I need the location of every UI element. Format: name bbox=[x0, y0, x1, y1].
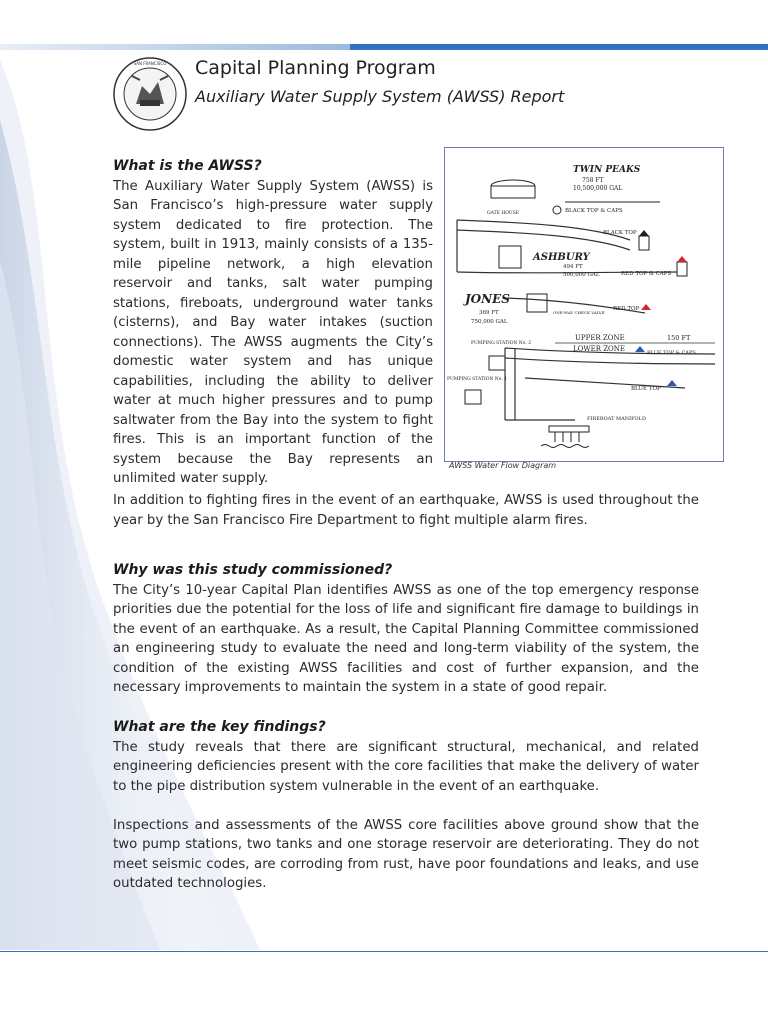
city-seal-logo bbox=[112, 56, 188, 132]
diagram-svg bbox=[445, 148, 723, 461]
label-check-valve: ONE-WAY CHECK VALVE bbox=[553, 310, 605, 315]
label-blue-top: BLUE TOP bbox=[631, 386, 661, 392]
label-twin-peaks-gal: 10,500,000 GAL bbox=[573, 185, 623, 192]
label-lower-zone: LOWER ZONE bbox=[573, 345, 626, 353]
section-findings bbox=[113, 718, 699, 894]
label-jones-gal: 750,000 GAL bbox=[471, 319, 508, 325]
label-pumping-2: PUMPING STATION No. 2 bbox=[471, 341, 532, 346]
label-upper-zone: UPPER ZONE bbox=[575, 334, 625, 342]
section-what-heading: What is the AWSS? bbox=[113, 158, 262, 174]
label-jones: JONES bbox=[465, 292, 510, 306]
section-why-heading: Why was this study commissioned? bbox=[113, 562, 393, 578]
section-findings-heading: What are the key findings? bbox=[113, 719, 326, 735]
label-twin-peaks: TWIN PEAKS bbox=[573, 165, 641, 175]
label-jones-ft: 369 FT bbox=[479, 310, 499, 316]
section-why-body: The City’s 10-year Capital Plan identifies AWSS as one of the top emergency response priorities due the potential for the loss of life and significant fire damage to buildings in the event of an earthquake. As a result, the Capital Planning Committee commissioned an engineering study to evaluate the need and long-term viability of the system, the condition of the existing AWSS facilities and cost of further expansion, and the necessary improvements to maintain the system in a state of good repair. bbox=[113, 582, 699, 695]
section-findings-body2: Inspections and assessments of the AWSS core facilities above ground show that the two pump stations, two tanks and one storage reservoir are deteriorating. They do not meet seismic codes, are corroding from rust, have poor foundations and leaks, and use outdated technologies. bbox=[113, 817, 699, 891]
section-what-body: The Auxiliary Water Supply System (AWSS) is San Francisco’s high-pressure water supply system dedicated to fire protection. The system, built in 1913, mainly consists of a 135-mile pipeline network, a high elevation reservoir and tanks, salt water pumping stations, fireboats, underground water tanks (cisterns), and Bay water intakes (suction connections). The AWSS augments the City’s domestic water system and has unique capabilities, including the ability to deliver water at much higher pressures and to pump saltwater from the Bay into the system to fight fires. This is an important function of the system because the Bay represents an unlimited water supply. bbox=[113, 178, 433, 486]
label-black-top: BLACK TOP bbox=[603, 230, 637, 236]
header-rule-fade bbox=[0, 44, 350, 50]
section-what bbox=[113, 157, 433, 489]
label-zone-ft: 150 FT bbox=[667, 334, 691, 342]
label-red-top: RED TOP bbox=[613, 306, 640, 312]
section-findings-body: The study reveals that there are significant structural, mechanical, and related engineering deficiencies present with the core facilities that make the delivery of water to the pipe distribution system vulnerable in the event of an earthquake. bbox=[113, 739, 699, 794]
label-black-top-caps: BLACK TOP & CAPS bbox=[565, 208, 623, 214]
label-twin-peaks-ft: 758 FT bbox=[582, 177, 604, 184]
label-blue-top-caps: BLUE TOP & CAPS bbox=[647, 350, 696, 356]
diagram-caption: AWSS Water Flow Diagram bbox=[449, 461, 557, 470]
awss-flow-diagram bbox=[444, 147, 724, 462]
label-ashbury: ASHBURY bbox=[533, 252, 590, 263]
section-what-continued bbox=[113, 491, 699, 530]
section-why bbox=[113, 561, 699, 698]
label-fireboat: FIREBOAT MANIFOLD bbox=[587, 416, 646, 422]
label-pumping-1: PUMPING STATION No. 1 bbox=[447, 377, 508, 382]
svg-text:SAN FRANCISCO: SAN FRANCISCO bbox=[133, 61, 167, 66]
section-what-body2: In addition to fighting fires in the event of an earthquake, AWSS is used throughout the year by the San Francisco Fire Department to fight multiple alarm fires. bbox=[113, 493, 699, 528]
footer-rule bbox=[0, 951, 768, 952]
page-title: Capital Planning Program bbox=[195, 57, 436, 79]
label-gate-house: GATE HOUSE bbox=[487, 211, 520, 216]
page-subtitle: Auxiliary Water Supply System (AWSS) Report bbox=[195, 87, 565, 106]
label-ashbury-ft: 494 FT bbox=[563, 264, 583, 270]
label-red-top-caps: RED TOP & CAPS bbox=[621, 271, 672, 277]
label-ashbury-gal: 500,000 GAL bbox=[563, 272, 600, 278]
